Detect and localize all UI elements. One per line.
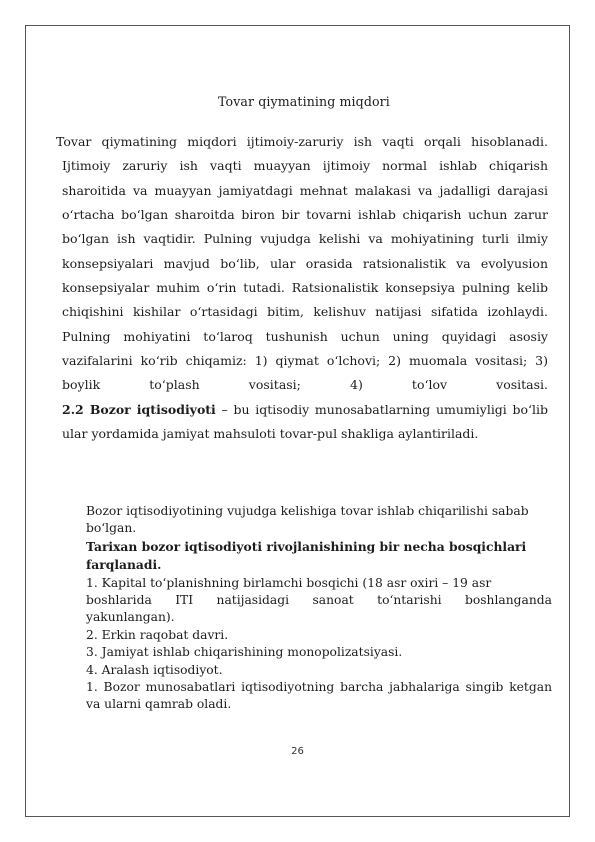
list-line: Bozor iqtisodiyotining vujudga kelishiga tovar ishlab chiqarilishi sabab bbox=[86, 504, 529, 518]
paragraph-line-with-heading bbox=[56, 398, 548, 422]
paragraph-line: konsepsiyalari mavjud bo‘lib, ular orasida ratsionalistik va evolyusion bbox=[62, 255, 548, 271]
list-bold-line bbox=[86, 556, 552, 574]
bold-text: Tarixan bozor iqtisodiyoti rivojlanishining bir necha bosqichlari bbox=[86, 538, 527, 554]
list-item: 3. Jamiyat ishlab chiqarishining monopolizatsiyasi. bbox=[86, 645, 403, 660]
list-item-continuation: yakunlangan). bbox=[86, 610, 175, 625]
paragraph-line: sharoitida va muayyan jamiyatdagi mehnat malakasi va jadalligi darajasi bbox=[62, 182, 548, 198]
paragraph-line: Ijtimoiy zaruriy ish vaqti muayyan ijtimoiy normal ishlab chiqarish bbox=[62, 158, 548, 174]
paragraph-line: Pulning mohiyatini to‘laroq tushunish uchun uning quyidagi asosiy bbox=[62, 328, 548, 344]
list-item-continuation: va ularni qamrab oladi. bbox=[86, 697, 232, 712]
paragraph-line: vazifalarini ko‘rib chiqamiz: 1) qiymat o‘lchovi; 2) muomala vositasi; 3) bbox=[62, 353, 548, 369]
paragraph-line: boylik to‘plash vositasi; 4) to‘lov vositasi. bbox=[62, 377, 548, 393]
list-bold-line bbox=[86, 538, 552, 556]
list-item-continuation: boshlarida ITI natijasidagi sanoat to‘ntarishi boshlanganda bbox=[86, 593, 552, 608]
paragraph-line: o‘rtacha bo‘lgan sharoitda biron bir tovarni ishlab chiqarish uchun zarur bbox=[62, 207, 548, 223]
list-item: 4. Aralash iqtisodiyot. bbox=[86, 662, 223, 677]
body-paragraph bbox=[56, 130, 548, 446]
paragraph-line: konsepsiyalar muhim o‘rin tutadi. Ratsionalistik konsepsiya pulning kelib bbox=[62, 280, 548, 296]
paragraph-line: chiqishini kishilar o‘rtasidagi bitim, kelishuv natijasi sifatida izohlaydi. bbox=[62, 304, 548, 320]
heading-continuation: – bu iqtisodiy munosabatlarning umumiyligi bo‘lib bbox=[215, 401, 548, 417]
bold-section-heading: 2.2 Bozor iqtisodiyoti bbox=[62, 401, 216, 417]
list-line: bo‘lgan. bbox=[86, 521, 137, 536]
list-item: 1. Bozor munosabatlari iqtisodiyotning barcha jabhalariga singib ketgan bbox=[86, 680, 552, 695]
list-item: 1. Kapital to‘planishning birlamchi bosqichi (18 asr oxiri – 19 asr bbox=[86, 575, 492, 590]
section-title: Tovar qiymatining miqdori bbox=[218, 94, 390, 109]
paragraph-line: Tovar qiymatining miqdori ijtimoiy-zaruriy ish vaqti orqali hisoblanadi. bbox=[56, 134, 548, 149]
list-item: 2. Erkin raqobat davri. bbox=[86, 627, 229, 642]
notes-list bbox=[86, 503, 552, 714]
paragraph-line: bo‘lgan ish vaqtidir. Pulning vujudga kelishi va mohiyatining turli ilmiy bbox=[62, 231, 548, 247]
page-number: 26 bbox=[291, 746, 304, 757]
paragraph-line: ular yordamida jamiyat mahsuloti tovar-pul shakliga aylantiriladi. bbox=[62, 426, 479, 442]
bold-text: farqlanadi. bbox=[86, 557, 162, 573]
